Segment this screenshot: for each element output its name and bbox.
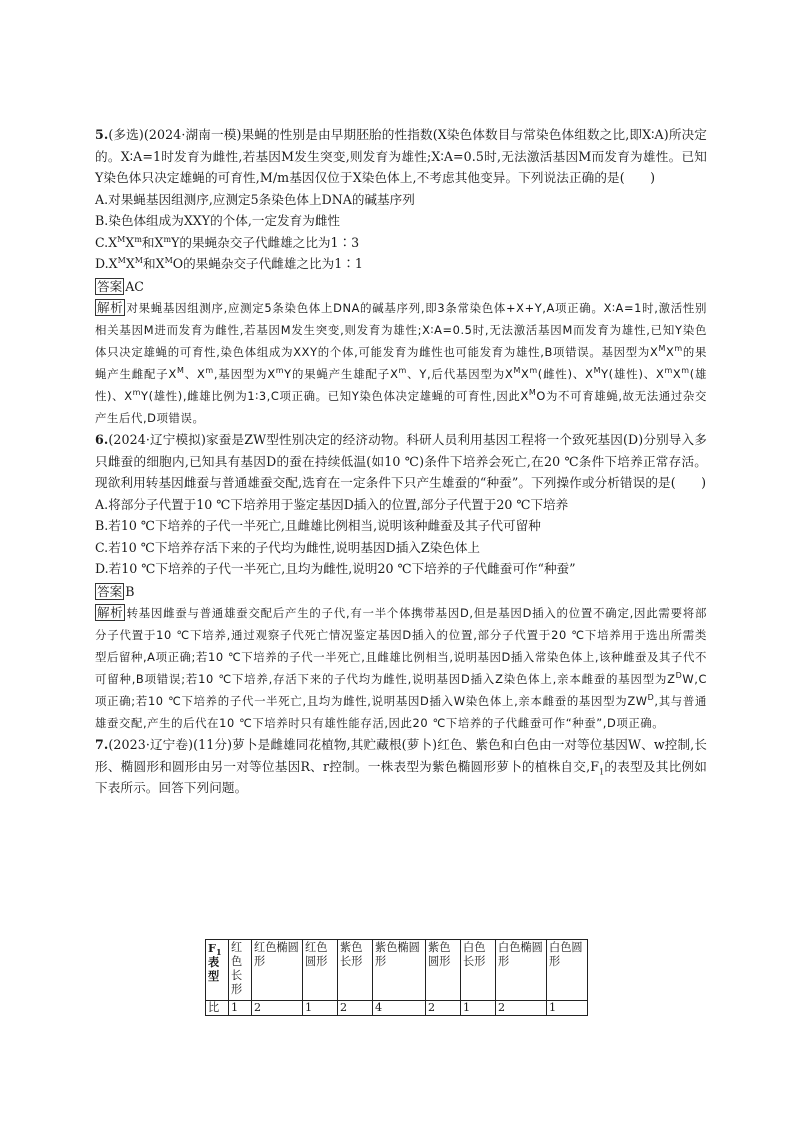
q5-option-d: $D.X^MX^M$和$X^MO$的果蝇杂交子代雌雄之比为1∶1 xyxy=(95,255,363,271)
table-cell: 1 xyxy=(461,1001,496,1016)
q6-option-d: D.若10 ℃下培养的子代一半死亡,且均为雌性,说明20 ℃下培养的子代雌蚕可作“种蚕” xyxy=(95,561,576,576)
table-cell: 白色长形 xyxy=(461,940,496,1001)
q5-option-c: $C.X^MX^m$和$X^mY$的果蝇杂交子代雌雄之比为1∶3 xyxy=(95,234,360,250)
table-cell: 2 xyxy=(496,1001,547,1016)
q6-option-a: A.将部分子代置于10 ℃下培养用于鉴定基因D插入的位置,部分子代置于20 ℃下培养 xyxy=(95,496,569,512)
q6-stem: 6.(2024·辽宁模拟)家蚕是ZW型性别决定的经济动物。科研人员利用基因工程将一个致死基因(D)分别导入多只雌蚕的细胞内,已知具有基因D的蚕在持续低温(如10 ℃)条件下培养会死亡,在20 ℃条件下培养正常存活。现欲利用转基因雌蚕与普通雄蚕交配,选育在一定条件下只产生雄蚕的“种蚕”。下列操作或分析错误的是( ) xyxy=(95,432,707,490)
exam-content xyxy=(95,124,707,799)
table-cell: 紫色长形 xyxy=(338,940,373,1001)
explanation-tag: 解析 xyxy=(97,605,124,620)
table-row xyxy=(206,1001,588,1016)
table-header-cell: 比 xyxy=(206,1001,229,1016)
answer-tag: 答案 xyxy=(97,583,123,599)
table-cell: 白色椭圆形 xyxy=(496,940,547,1001)
table-cell: 1 xyxy=(303,1001,338,1016)
table-header-cell: $F_1$表型 xyxy=(206,940,229,1001)
q5-option-b: B.染色体组成为XXY的个体,一定发育为雌性 xyxy=(95,213,341,228)
table-row xyxy=(206,940,588,1001)
table-cell: 白色圆形 xyxy=(547,940,588,1001)
q5-answer: 答案 AC xyxy=(97,278,144,294)
table-cell: 2 xyxy=(252,1001,303,1016)
table-cell: 紫色圆形 xyxy=(426,940,461,1001)
explanation-tag: 解析 xyxy=(97,300,124,315)
q6-option-c: C.若10 ℃下培养存活下来的子代均为雌性,说明基因D插入Z染色体上 xyxy=(95,539,481,555)
table-cell: 4 xyxy=(373,1001,426,1016)
q6-answer: 答案 B xyxy=(97,583,135,599)
q7-stem: 7.(2023·辽宁卷)(11分)萝卜是雌雄同花植物,其贮藏根(萝卜)红色、紫色和白色由一对等位基因W、w控制,长形、椭圆形和圆形由另一对等位基因R、r控制。一株表型为紫色椭圆形萝卜的植株自交$,F_1$的表型及其比例如下表所示。回答下列问题。 xyxy=(95,737,707,795)
q5-stem: 5.(多选)(2024·湖南一模)果蝇的性别是由早期胚胎的性指数(X染色体数目与常染色体组数之比,即X∶A)所决定的。X∶A=1时发育为雌性,若基因M发生突变,则发育为雄性;X∶A=0.5时,无法激活基因M而发育为雄性。已知Y染色体只决定雄蝇的可育性,M/m基因仅位于X染色体上,不考虑其他变异。下列说法正确的是( ) xyxy=(95,127,707,185)
table-cell: 红色圆形 xyxy=(303,940,338,1001)
table-cell: 1 xyxy=(229,1001,252,1016)
table-cell: 红色长形 xyxy=(229,940,252,1001)
table-cell: 1 xyxy=(547,1001,588,1016)
q6-explanation: 解析 转基因雌蚕与普通雄蚕交配后产生的子代,有一半个体携带基因D,但是基因D插入的位置不确定,因此需要将部分子代置于10 ℃下培养,通过观察子代死亡情况鉴定基因D插入的位置,部分子代置于20 ℃下培养用于选出所需类型后留种,A项正确;若10 ℃下培养的子代一半死亡,且雌雄比例相当,说明基因D插入常染色体上,该种雌蚕及其子代不可留种,B项错误;若10 ℃下培养,存活下来的子代均为雌性,说明基因D插入Z染色体上,亲本雌蚕的基因型为$Z^DW,C$项正确;若10 ℃下培养的子代一半死亡,且均为雌性,说明基因D插入W染色体上,亲本雌蚕的基因型为$ZW^D$,其与普通雄蚕交配,产生的后代在10 ℃下培养时只有雄性能存活,因此20 ℃下培养的子代雌蚕可作“种蚕”,D项正确。 xyxy=(95,605,707,730)
q5-explanation: 解析 对果蝇基因组测序,应测定5条染色体上DNA的碱基序列,即3条常染色体+X+Y,A项正确。X∶A=1时,激活性别相关基因M进而发育为雌性,若基因M发生突变,则发育为雄性;X∶A=0.5时,无法激活基因M而发育为雄性,已知Y染色体只决定雄蝇的可育性,染色体组成为XXY的个体,可能发育为雌性也可能发育为雄性,B项错误。基因型为$X^MX^m$的果蝇产生雌配子$X^M$、$X^m$,基因型为$X^mY$的果蝇产生雄配子$X^m$、Y,后代基因型为$X^MX^m$(雌性)、$X^MY$(雄性)、$X^mX^m$(雄性)、$X^mY$(雄性),雌雄比例为1∶3,C项正确。已知Y染色体决定雄蝇的可育性,因此$X^MO$为不可育雄蝇,故无法通过杂交产生后代,D项错误。 xyxy=(95,300,708,425)
table-cell: 2 xyxy=(426,1001,461,1016)
q6-option-b: B.若10 ℃下培养的子代一半死亡,且雌雄比例相当,说明该种雌蚕及其子代可留种 xyxy=(95,518,541,533)
table-cell: 红色椭圆形 xyxy=(252,940,303,1001)
table-cell: 2 xyxy=(338,1001,373,1016)
table-cell: 紫色椭圆形 xyxy=(373,940,426,1001)
answer-tag: 答案 xyxy=(97,278,123,294)
f1-phenotype-table xyxy=(205,939,588,1016)
q5-option-a: A.对果蝇基因组测序,应测定5条染色体上DNA的碱基序列 xyxy=(95,191,415,207)
